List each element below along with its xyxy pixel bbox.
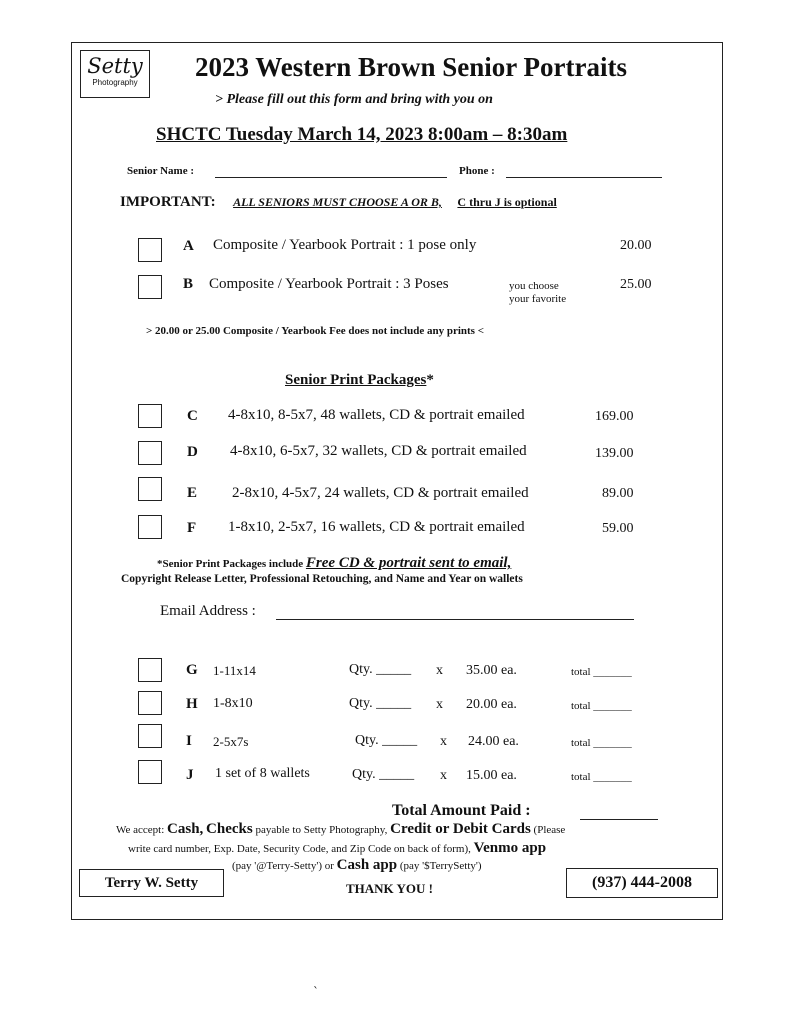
fee-note: > 20.00 or 25.00 Composite / Yearbook Fee does not include any prints < — [146, 325, 484, 337]
print-price-j: 15.00 ea. — [466, 768, 517, 783]
checkbox-c[interactable] — [138, 404, 162, 428]
print-price-g: 35.00 ea. — [466, 663, 517, 678]
print-letter-g: G — [186, 662, 198, 678]
option-letter-a: A — [183, 238, 194, 254]
page-title: 2023 Western Brown Senior Portraits — [195, 52, 627, 82]
packages-include-line2: Copyright Release Letter, Professional Retouching, and Name and Year on wallets — [121, 573, 523, 585]
packages-heading-text: Senior Print Packages — [285, 372, 427, 388]
option-desc-a: Composite / Yearbook Portrait : 1 pose only — [213, 237, 477, 253]
accept-cashapp: Cash app — [336, 857, 398, 873]
print-x-i: x — [440, 734, 447, 749]
thank-you: THANK YOU ! — [346, 881, 433, 896]
print-total-g[interactable]: total _______ — [571, 666, 632, 678]
print-total-i[interactable]: total _______ — [571, 737, 632, 749]
package-desc-f: 1-8x10, 2-5x7, 16 wallets, CD & portrait emailed — [228, 519, 525, 535]
packages-heading-star: * — [426, 372, 434, 388]
checkbox-a[interactable] — [138, 238, 162, 262]
accept-lead: We accept: — [116, 824, 165, 836]
print-total-j[interactable]: total _______ — [571, 771, 632, 783]
print-letter-i: I — [186, 733, 192, 749]
important-optional: C thru J is optional — [457, 195, 557, 209]
package-price-e: 89.00 — [602, 486, 634, 501]
print-letter-h: H — [186, 696, 198, 712]
total-paid-field[interactable] — [580, 819, 658, 820]
include-free-cd: Free CD & portrait sent to email, — [305, 555, 512, 571]
option-price-a: 20.00 — [620, 238, 652, 253]
print-desc-i: 2-5x7s — [213, 734, 249, 749]
option-price-b: 25.00 — [620, 277, 652, 292]
print-x-j: x — [440, 768, 447, 783]
packages-include-line1 — [157, 555, 511, 572]
package-desc-d: 4-8x10, 6-5x7, 32 wallets, CD & portrait emailed — [230, 443, 527, 459]
checkbox-d[interactable] — [138, 441, 162, 465]
session-date: SHCTC Tuesday March 14, 2023 8:00am – 8:30am — [156, 124, 568, 145]
email-label: Email Address : — [160, 603, 256, 619]
email-field[interactable] — [276, 619, 634, 620]
accept-cash: Cash, — [167, 821, 204, 837]
print-qty-g[interactable]: Qty. _____ — [349, 662, 412, 677]
print-desc-g: 1-11x14 — [213, 663, 256, 678]
senior-name-field[interactable] — [215, 177, 447, 178]
accept-card-instructions: write card number, Exp. Date, Security Code, and Zip Code on back of form), — [128, 843, 471, 855]
payment-line-1 — [116, 821, 565, 838]
package-desc-c: 4-8x10, 8-5x7, 48 wallets, CD & portrait emailed — [228, 407, 525, 423]
package-letter-e: E — [187, 485, 198, 501]
setty-logo — [80, 50, 150, 98]
stray-mark: ` — [313, 985, 319, 999]
page-subtitle: > Please fill out this form and bring with you on — [215, 92, 493, 107]
package-letter-c: C — [187, 408, 198, 424]
checkbox-j[interactable] — [138, 760, 162, 784]
package-price-f: 59.00 — [602, 521, 634, 536]
option-extra-b: you choose your favorite — [509, 280, 567, 305]
payment-line-2 — [128, 840, 546, 857]
package-letter-d: D — [187, 444, 198, 460]
checkbox-i[interactable] — [138, 724, 162, 748]
package-price-d: 139.00 — [595, 446, 634, 461]
checkbox-h[interactable] — [138, 691, 162, 715]
accept-cards: Credit or Debit Cards — [390, 821, 531, 837]
print-qty-i[interactable]: Qty. _____ — [355, 733, 418, 748]
photographer-name: Terry W. Setty — [79, 869, 224, 897]
packages-heading — [285, 372, 434, 389]
option-letter-b: B — [183, 276, 194, 292]
print-x-g: x — [436, 663, 443, 678]
print-x-h: x — [436, 697, 443, 712]
package-desc-e: 2-8x10, 4-5x7, 24 wallets, CD & portrait emailed — [232, 485, 529, 501]
phone-label: Phone : — [459, 165, 495, 177]
print-letter-j: J — [186, 767, 194, 783]
checkbox-f[interactable] — [138, 515, 162, 539]
accept-cards-note: (Please — [533, 824, 566, 836]
total-paid-label: Total Amount Paid : — [392, 802, 531, 819]
checkbox-e[interactable] — [138, 477, 162, 501]
package-price-c: 169.00 — [595, 409, 634, 424]
phone-field[interactable] — [506, 177, 662, 178]
important-line — [120, 194, 557, 211]
accept-checks: Checks — [206, 821, 253, 837]
contact-phone: (937) 444-2008 — [566, 868, 718, 898]
print-price-h: 20.00 ea. — [466, 697, 517, 712]
accept-venmo: Venmo app — [473, 840, 547, 856]
senior-name-label: Senior Name : — [127, 165, 195, 177]
print-desc-h: 1-8x10 — [213, 696, 253, 711]
logo-subtitle: Photography — [92, 78, 138, 87]
logo-script: Setty — [87, 54, 143, 78]
accept-venmo-handle: (pay '@Terry-Setty') or — [232, 860, 334, 872]
important-note: ALL SENIORS MUST CHOOSE A OR B, — [233, 195, 442, 209]
print-qty-h[interactable]: Qty. _____ — [349, 696, 412, 711]
option-desc-b: Composite / Yearbook Portrait : 3 Poses — [209, 276, 449, 292]
checkbox-g[interactable] — [138, 658, 162, 682]
print-desc-j: 1 set of 8 wallets — [215, 766, 310, 781]
print-price-i: 24.00 ea. — [468, 734, 519, 749]
print-qty-j[interactable]: Qty. _____ — [352, 767, 415, 782]
accept-checks-note: payable to Setty Photography, — [255, 824, 388, 836]
include-lead: *Senior Print Packages include — [157, 558, 304, 570]
checkbox-b[interactable] — [138, 275, 162, 299]
package-letter-f: F — [187, 520, 197, 536]
print-total-h[interactable]: total _______ — [571, 700, 632, 712]
accept-cashapp-handle: (pay '$TerrySetty') — [399, 860, 482, 872]
important-label: IMPORTANT: — [120, 194, 216, 210]
payment-line-3 — [232, 857, 482, 874]
